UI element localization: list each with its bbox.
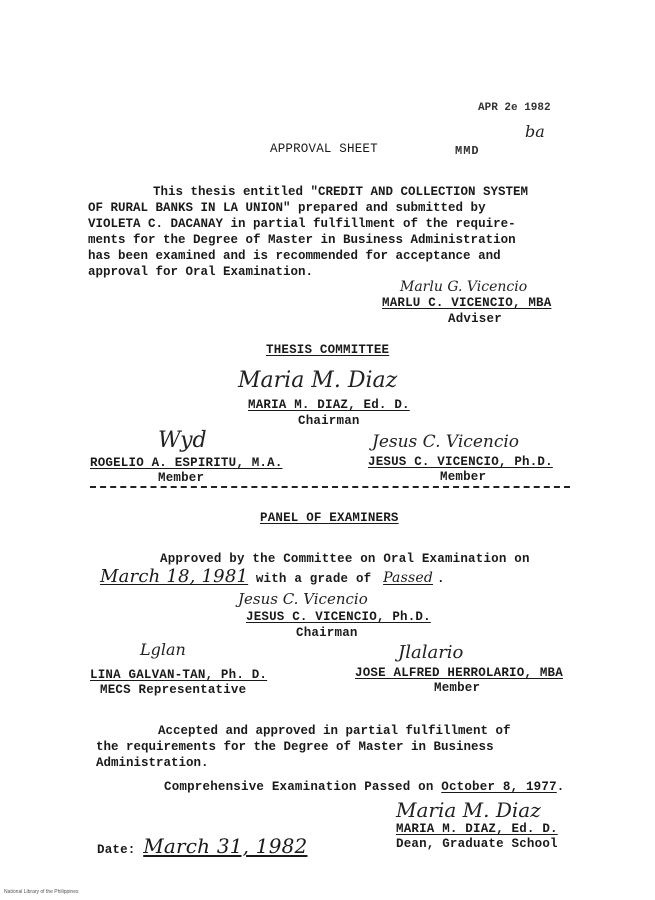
page-title: APPROVAL SHEET xyxy=(270,142,378,156)
committee-member2-signature: Jesus C. Vicencio xyxy=(372,432,520,452)
accepted-paragraph xyxy=(96,723,511,771)
approval-end: . xyxy=(437,572,445,586)
intro-line: OF RURAL BANKS IN LA UNION" prepared and submitted by xyxy=(88,201,486,215)
comprehensive-exam-line xyxy=(164,780,564,794)
footer-text: National Library of the Philippines xyxy=(4,889,79,895)
comprehensive-exam-text: Comprehensive Examination Passed on xyxy=(164,780,434,794)
grade-prefix: with a grade of xyxy=(255,572,372,586)
accepted-line: Administration. xyxy=(96,756,209,770)
committee-member2-name: JESUS C. VICENCIO, Ph.D. xyxy=(368,455,553,469)
committee-chair-name: MARIA M. DIAZ, Ed. D. xyxy=(248,398,410,412)
panel-chair-name: JESUS C. VICENCIO, Ph.D. xyxy=(246,610,431,624)
committee-member1-role: Member xyxy=(158,471,205,485)
approval-second-line xyxy=(100,566,445,587)
panel-left-role: MECS Representative xyxy=(100,683,247,697)
dean-role: Dean, Graduate School xyxy=(396,837,558,851)
accepted-line: Accepted and approved in partial fulfillment of xyxy=(158,724,511,738)
committee-member1-signature: Wyd xyxy=(158,428,207,453)
panel-right-role: Member xyxy=(434,681,481,695)
adviser-role: Adviser xyxy=(448,312,502,326)
panel-chair-signature: Jesus C. Vicencio xyxy=(238,590,368,608)
committee-heading: THESIS COMMITTEE xyxy=(266,343,390,357)
adviser-name: MARLU C. VICENCIO, MBA xyxy=(382,296,552,310)
intro-line: has been examined and is recommended for acceptance and xyxy=(88,249,501,263)
panel-right-name: JOSE ALFRED HERROLARIO, MBA xyxy=(355,666,563,680)
stamp-handwritten-mark: ba xyxy=(525,122,545,141)
intro-line: ments for the Degree of Master in Business Administration xyxy=(88,233,516,247)
date-label: Date: xyxy=(97,843,136,857)
approval-line: Approved by the Committee on Oral Examination on xyxy=(160,552,530,566)
dean-signature: Maria M. Diaz xyxy=(396,798,541,822)
panel-heading: PANEL OF EXAMINERS xyxy=(260,511,399,525)
committee-chair-signature: Maria M. Diaz xyxy=(238,368,398,393)
comprehensive-exam-end: . xyxy=(556,780,565,794)
committee-member2-role: Member xyxy=(440,470,487,484)
intro-line: This thesis entitled "CREDIT AND COLLECTION SYSTEM xyxy=(153,185,529,199)
adviser-signature: Marlu G. Vicencio xyxy=(400,279,528,295)
oral-exam-date: March 18, 1981 xyxy=(100,566,249,587)
panel-chair-role: Chairman xyxy=(296,626,358,640)
divider-dashed-line xyxy=(90,486,570,488)
received-stamp-date: APR 2e 1982 xyxy=(478,102,551,114)
intro-paragraph xyxy=(88,184,528,280)
panel-left-signature: Lglan xyxy=(140,640,186,659)
received-stamp-bottom: MMD xyxy=(455,144,480,158)
committee-member1-name: ROGELIO A. ESPIRITU, M.A. xyxy=(90,456,283,470)
oral-exam-grade: Passed xyxy=(383,570,434,586)
comprehensive-exam-date: October 8, 1977 xyxy=(441,780,557,794)
intro-line: VIOLETA C. DACANAY in partial fulfillment of the require- xyxy=(88,217,516,231)
panel-left-name: LINA GALVAN-TAN, Ph. D. xyxy=(90,668,268,682)
accepted-line: the requirements for the Degree of Master in Business xyxy=(96,740,494,754)
date-value: March 31, 1982 xyxy=(143,834,308,858)
intro-line: approval for Oral Examination. xyxy=(88,265,314,279)
panel-right-signature: Jlalario xyxy=(398,642,464,663)
dean-name: MARIA M. DIAZ, Ed. D. xyxy=(396,822,558,836)
committee-chair-role: Chairman xyxy=(298,414,360,428)
date-line xyxy=(97,834,307,858)
